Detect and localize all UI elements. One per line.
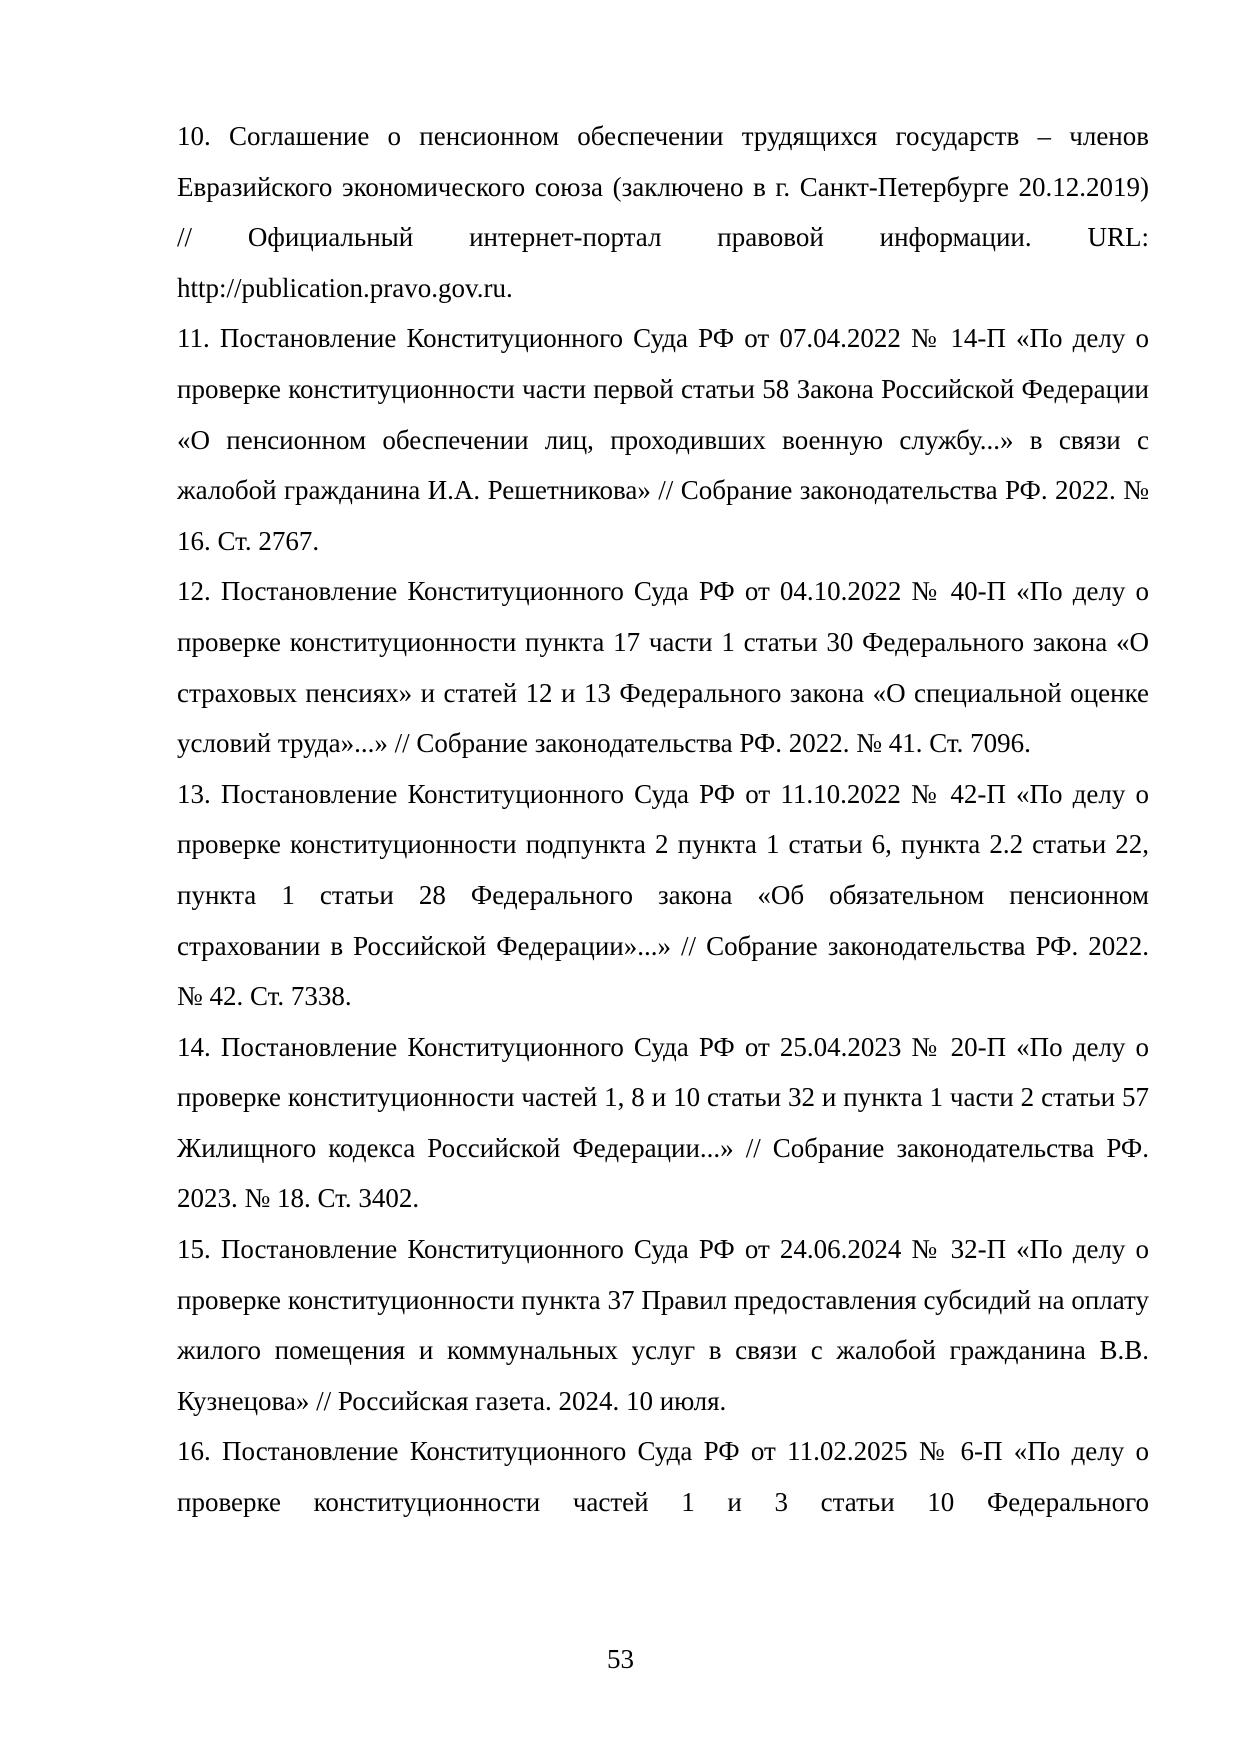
reference-list — [177, 111, 1149, 1528]
reference-item-16: 16. Постановление Конституционного Суда РФ от 11.02.2025 № 6-П «По делу о проверке конституционности частей 1 и 3 статьи 10 Федерального — [177, 1436, 1149, 1518]
reference-item-10: 10. Соглашение о пенсионном обеспечении трудящихся государств – членов Евразийского экономического союза (заключено в г. Санкт-Петербурге 20.12.2019) // Официальный интернет-портал правовой информации. URL: http://publication.pravo.gov.ru. — [177, 121, 1149, 303]
reference-item-12: 12. Постановление Конституционного Суда РФ от 04.10.2022 № 40-П «По делу о проверке конституционности пункта 17 части 1 статьи 30 Федерального закона «О страховых пенсиях» и статей 12 и 13 Федерального закона «О специальной оценке условий труда»...» // Собрание законодательства РФ. 2022. № 41. Ст. 7096. — [177, 576, 1149, 759]
reference-item-14: 14. Постановление Конституционного Суда РФ от 25.04.2023 № 20-П «По делу о проверке конституционности частей 1, 8 и 10 статьи 32 и пункта 1 части 2 статьи 57 Жилищного кодекса Российской Федерации...» // Собрание законодательства РФ. 2023. № 18. Ст. 3402. — [177, 1031, 1149, 1214]
page-number: 53 — [607, 1644, 634, 1674]
reference-item-11: 11. Постановление Конституционного Суда РФ от 07.04.2022 № 14-П «По делу о проверке конституционности части первой статьи 58 Закона Российской Федерации «О пенсионном обеспечении лиц, проходивших военную службу...» в связи с жалобой гражданина И.А. Решетникова» // Собрание законодательства РФ. 2022. № 16. Ст. 2767. — [177, 323, 1149, 556]
reference-item-13: 13. Постановление Конституционного Суда РФ от 11.10.2022 № 42-П «По делу о проверке конституционности подпункта 2 пункта 1 статьи 6, пункта 2.2 статьи 22, пункта 1 статьи 28 Федерального закона «Об обязательном пенсионном страховании в Российской Федерации»...» // Собрание законодательства РФ. 2022. № 42. Ст. 7338. — [177, 778, 1149, 1012]
reference-item-15: 15. Постановление Конституционного Суда РФ от 24.06.2024 № 32-П «По делу о проверке конституционности пункта 37 Правил предоставления субсидий на оплату жилого помещения и коммунальных услуг в связи с жалобой гражданина В.В. Кузнецова» // Российская газета. 2024. 10 июля. — [177, 1234, 1149, 1416]
